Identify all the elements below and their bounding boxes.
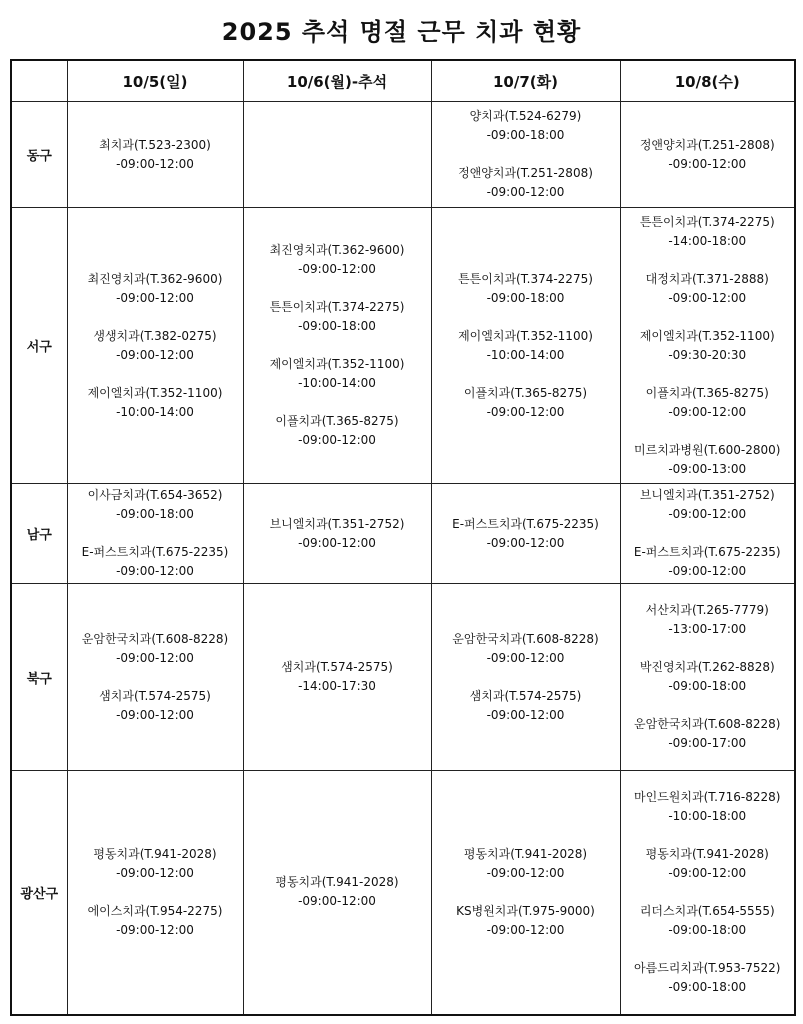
clinic-entry	[244, 873, 431, 911]
schedule-body	[11, 102, 795, 1015]
schedule-cell	[67, 102, 243, 208]
day-header: 10/8(수)	[620, 60, 795, 102]
clinic-name: 서산치과(T.265-7779)	[645, 603, 769, 617]
clinic-hours: -09:00-12:00	[486, 185, 565, 199]
clinic-entry	[432, 164, 620, 202]
clinic-name: 최치과(T.523-2300)	[99, 137, 211, 152]
clinic-name: E-퍼스트치과(T.675-2235)	[633, 545, 781, 559]
clinic-name: 에이스치과(T.954-2275)	[87, 903, 223, 918]
clinic-name: E-퍼스트치과(T.675-2235)	[452, 516, 599, 531]
schedule-cell	[620, 484, 795, 584]
clinic-entry	[621, 136, 795, 174]
header-row	[11, 60, 795, 102]
clinic-entry	[68, 486, 243, 524]
clinic-name: 평동치과(T.941-2028)	[93, 846, 217, 861]
clinic-name: 튼튼이치과(T.374-2275)	[639, 214, 775, 229]
clinic-name: 리더스치과(T.654-5555)	[639, 903, 775, 918]
schedule-cell	[67, 208, 243, 484]
clinic-entry	[621, 384, 795, 422]
clinic-name: 운암한국치과(T.608-8228)	[81, 631, 229, 646]
schedule-cell	[243, 102, 431, 208]
clinic-entry	[68, 630, 243, 668]
clinic-name: KS병원치과(T.975-9000)	[456, 903, 595, 918]
clinic-entry	[432, 902, 620, 940]
schedule-cell	[431, 484, 620, 584]
day-header: 10/6(월)-추석	[243, 60, 431, 102]
clinic-entry	[621, 543, 795, 581]
table-row	[11, 771, 795, 1015]
schedule-cell	[67, 484, 243, 584]
clinic-entry	[68, 845, 243, 883]
clinic-name: 제이엘치과(T.352-1100)	[639, 328, 775, 343]
clinic-name: 평동치과(T.941-2028)	[645, 846, 769, 861]
clinic-name: 제이엘치과(T.352-1100)	[87, 385, 223, 400]
clinic-entry	[244, 658, 431, 696]
clinic-entry	[621, 715, 795, 753]
clinic-hours: -14:00-18:00	[668, 233, 747, 248]
district-label: 서구	[11, 208, 67, 484]
clinic-hours: -09:00-12:00	[486, 707, 565, 722]
clinic-hours: -09:00-12:00	[486, 650, 565, 665]
district-label: 광산구	[11, 771, 67, 1015]
clinic-hours: -09:00-12:00	[116, 922, 194, 937]
clinic-name: 운암한국치과(T.608-8228)	[452, 631, 599, 646]
clinic-name: 제이엘치과(T.352-1100)	[269, 357, 405, 371]
page-title: 2025 추석 명절 근무 치과 현황	[221, 18, 582, 46]
day-header: 10/7(화)	[431, 60, 620, 102]
clinic-entry	[432, 327, 620, 365]
clinic-hours: -14:00-17:30	[298, 679, 376, 693]
clinic-hours: -09:00-12:00	[486, 865, 565, 880]
corner-cell	[11, 60, 67, 102]
clinic-entry	[432, 845, 620, 883]
clinic-hours: -09:00-12:00	[486, 535, 565, 550]
schedule-cell	[243, 208, 431, 484]
clinic-hours: -09:00-12:00	[668, 507, 747, 521]
clinic-name: 정앤양치과(T.251-2808)	[639, 137, 775, 152]
schedule-cell	[431, 102, 620, 208]
clinic-hours: -09:00-12:00	[668, 404, 747, 419]
district-label: 동구	[11, 102, 67, 208]
schedule-cell	[431, 584, 620, 771]
clinic-name: 제이엘치과(T.352-1100)	[458, 328, 593, 343]
clinic-hours: -09:00-18:00	[298, 319, 376, 333]
clinic-name: 이플치과(T.365-8275)	[275, 414, 399, 428]
clinic-entry	[621, 270, 795, 308]
schedule-cell	[243, 584, 431, 771]
clinic-hours: -09:00-12:00	[298, 535, 376, 550]
clinic-hours: -09:00-18:00	[486, 290, 565, 305]
clinic-name: 아름드리치과(T.953-7522)	[634, 960, 781, 975]
clinic-hours: -09:00-12:00	[668, 290, 747, 305]
table-row	[11, 584, 795, 771]
schedule-cell	[431, 771, 620, 1015]
table-row	[11, 102, 795, 208]
clinic-hours: -09:30-20:30	[668, 347, 747, 362]
clinic-hours: -09:00-12:00	[116, 290, 194, 305]
clinic-name: 양치과(T.524-6279)	[469, 109, 582, 123]
clinic-entry	[432, 515, 620, 553]
clinic-name: 브니엘치과(T.351-2752)	[639, 488, 775, 502]
clinic-hours: -09:00-18:00	[116, 507, 194, 521]
clinic-name: 마인드원치과(T.716-8228)	[634, 789, 781, 804]
schedule-cell	[620, 102, 795, 208]
clinic-hours: -10:00-14:00	[116, 404, 194, 419]
clinic-entry	[432, 384, 620, 422]
clinic-hours: -09:00-13:00	[668, 461, 747, 476]
clinic-hours: -09:00-17:00	[668, 736, 747, 750]
clinic-entry	[244, 412, 431, 450]
clinic-entry	[621, 902, 795, 940]
clinic-entry	[68, 327, 243, 365]
clinic-name: 샘치과(T.574-2575)	[469, 688, 582, 703]
clinic-hours: -09:00-12:00	[116, 650, 194, 665]
day-header: 10/5(일)	[67, 60, 243, 102]
clinic-name: 박진영치과(T.262-8828)	[639, 660, 775, 674]
schedule-cell	[243, 484, 431, 584]
clinic-hours: -09:00-12:00	[668, 156, 747, 171]
clinic-hours: -09:00-18:00	[486, 128, 565, 142]
clinic-name: 미르치과병원(T.600-2800)	[634, 442, 781, 457]
clinic-name: 대정치과(T.371-2888)	[645, 271, 769, 286]
clinic-hours: -09:00-12:00	[298, 262, 376, 276]
clinic-hours: -10:00-14:00	[486, 347, 565, 362]
clinic-name: 튼튼이치과(T.374-2275)	[269, 300, 405, 314]
clinic-entry	[68, 543, 243, 581]
schedule-cell	[620, 584, 795, 771]
clinic-name: 샘치과(T.574-2575)	[281, 660, 393, 674]
schedule-cell	[431, 208, 620, 484]
clinic-hours: -09:00-12:00	[116, 156, 194, 171]
clinic-name: 이플치과(T.365-8275)	[645, 385, 769, 400]
schedule-cell	[243, 771, 431, 1015]
district-label: 남구	[11, 484, 67, 584]
clinic-entry	[621, 658, 795, 696]
clinic-entry	[68, 384, 243, 422]
clinic-name: 평동치과(T.941-2028)	[275, 875, 399, 890]
clinic-entry	[621, 788, 795, 826]
clinic-entry	[244, 241, 431, 279]
clinic-hours: -10:00-14:00	[298, 376, 376, 390]
clinic-name: 최진영치과(T.362-9600)	[87, 271, 223, 286]
clinic-entry	[621, 845, 795, 883]
clinic-entry	[621, 327, 795, 365]
clinic-entry	[432, 630, 620, 668]
clinic-hours: -09:00-12:00	[116, 564, 194, 578]
clinic-name: 이사금치과(T.654-3652)	[87, 488, 223, 502]
clinic-entry	[621, 959, 795, 997]
clinic-hours: -09:00-12:00	[116, 707, 194, 722]
clinic-hours: -13:00-17:00	[668, 622, 747, 636]
clinic-entry	[244, 298, 431, 336]
clinic-entry	[68, 270, 243, 308]
clinic-entry	[68, 136, 243, 174]
clinic-entry	[432, 687, 620, 725]
schedule-cell	[67, 771, 243, 1015]
clinic-hours: -09:00-12:00	[116, 865, 194, 880]
clinic-name: 정앤양치과(T.251-2808)	[458, 166, 593, 180]
clinic-entry	[621, 441, 795, 479]
clinic-name: 생생치과(T.382-0275)	[93, 328, 217, 343]
clinic-name: 운암한국치과(T.608-8228)	[634, 717, 781, 731]
clinic-name: 튼튼이치과(T.374-2275)	[458, 271, 593, 286]
clinic-entry	[621, 601, 795, 639]
table-row	[11, 208, 795, 484]
clinic-hours: -09:00-12:00	[486, 922, 565, 937]
clinic-entry	[244, 355, 431, 393]
clinic-name: 이플치과(T.365-8275)	[463, 385, 588, 400]
clinic-entry	[621, 213, 795, 251]
clinic-hours: -09:00-18:00	[668, 922, 747, 937]
clinic-name: 평동치과(T.941-2028)	[463, 846, 588, 861]
schedule-table	[10, 59, 796, 1016]
clinic-entry	[68, 902, 243, 940]
clinic-hours: -09:00-12:00	[298, 433, 376, 447]
schedule-cell	[620, 208, 795, 484]
clinic-hours: -09:00-12:00	[668, 564, 747, 578]
clinic-hours: -09:00-12:00	[298, 894, 376, 909]
clinic-name: E-퍼스트치과(T.675-2235)	[81, 545, 229, 559]
schedule-cell	[620, 771, 795, 1015]
clinic-entry	[68, 687, 243, 725]
clinic-entry	[432, 270, 620, 308]
district-label: 북구	[11, 584, 67, 771]
clinic-hours: -10:00-18:00	[668, 808, 747, 823]
clinic-name: 최진영치과(T.362-9600)	[269, 243, 405, 257]
table-row	[11, 484, 795, 584]
clinic-hours: -09:00-12:00	[486, 404, 565, 419]
clinic-entry	[621, 486, 795, 524]
clinic-hours: -09:00-12:00	[116, 347, 194, 362]
clinic-hours: -09:00-12:00	[668, 865, 747, 880]
clinic-name: 브니엘치과(T.351-2752)	[269, 516, 405, 531]
clinic-entry	[432, 107, 620, 145]
clinic-entry	[244, 515, 431, 553]
clinic-name: 샘치과(T.574-2575)	[99, 688, 211, 703]
clinic-hours: -09:00-18:00	[668, 679, 747, 693]
schedule-cell	[67, 584, 243, 771]
clinic-hours: -09:00-18:00	[668, 979, 747, 994]
